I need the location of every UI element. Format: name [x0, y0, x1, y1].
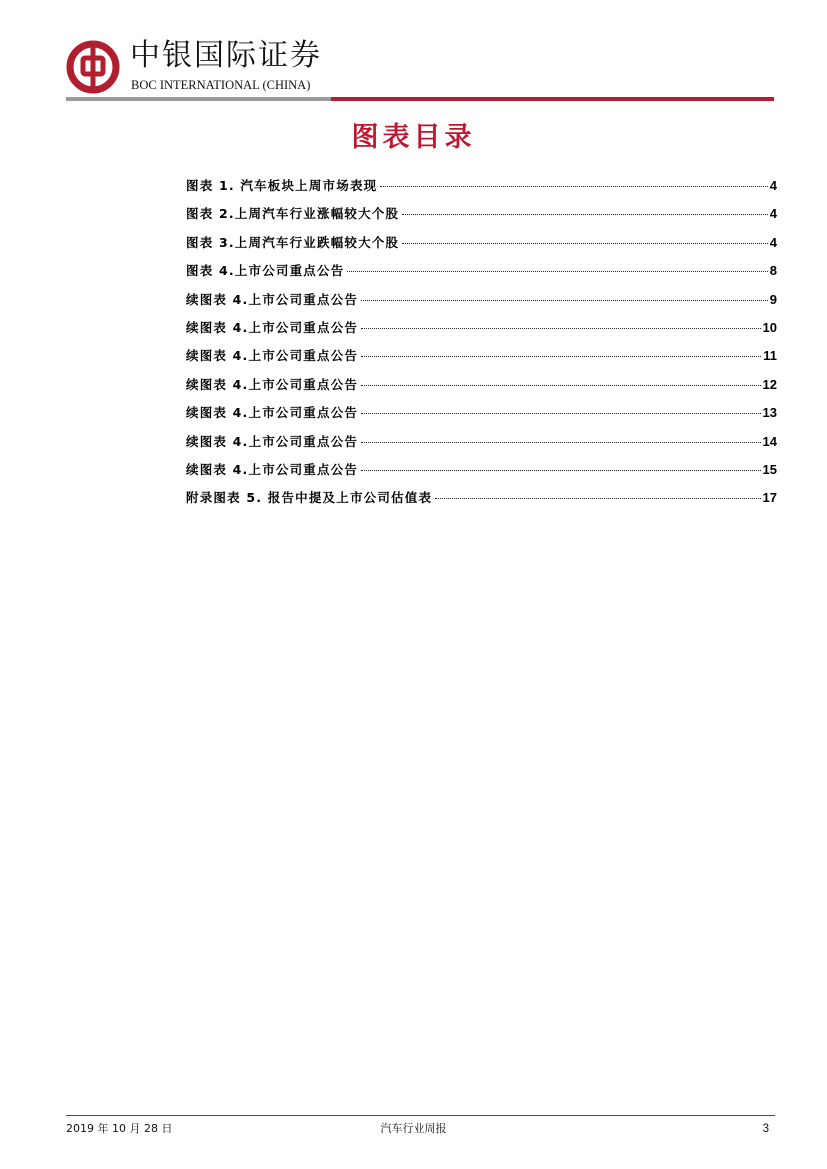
- toc-entry-label: 续图表 4.上市公司重点公告: [186, 376, 359, 392]
- toc-list: [186, 172, 777, 513]
- toc-entry-page: 9: [769, 291, 777, 307]
- toc-dot-leader: [435, 498, 760, 499]
- toc-dot-leader: [402, 214, 768, 215]
- toc-dot-leader: [402, 243, 768, 244]
- toc-entry-page: 14: [762, 433, 777, 449]
- toc-dot-leader: [361, 413, 760, 414]
- footer-divider: [66, 1115, 775, 1116]
- toc-entry-label: 续图表 4.上市公司重点公告: [186, 461, 359, 477]
- toc-entry[interactable]: [186, 200, 777, 228]
- toc-entry-page: 13: [762, 405, 777, 421]
- toc-entry[interactable]: [186, 314, 777, 342]
- toc-dot-leader: [380, 186, 767, 187]
- toc-dot-leader: [361, 442, 760, 443]
- toc-entry-page: 4: [769, 178, 777, 193]
- toc-entry[interactable]: [186, 172, 777, 200]
- toc-entry-page: 4: [769, 234, 777, 250]
- toc-dot-leader: [361, 470, 760, 471]
- toc-entry[interactable]: [186, 428, 777, 456]
- toc-entry[interactable]: [186, 342, 777, 370]
- footer-date: 2019 年 10 月 28 日: [66, 1122, 173, 1135]
- toc-dot-leader: [361, 300, 768, 301]
- toc-entry-page: 15: [762, 461, 777, 477]
- toc-dot-leader: [361, 356, 761, 357]
- toc-entry-page: 17: [762, 490, 777, 506]
- toc-entry-label: 图表 2.上周汽车行业涨幅较大个股: [186, 206, 400, 222]
- boc-logo-icon: [66, 40, 120, 94]
- toc-entry[interactable]: [186, 399, 777, 427]
- toc-entry-label: 图表 4.上市公司重点公告: [186, 263, 345, 279]
- toc-dot-leader: [361, 385, 760, 386]
- toc-entry-label: 图表 3.上周汽车行业跌幅较大个股: [186, 234, 400, 250]
- toc-entry-page: 4: [769, 206, 777, 222]
- toc-entry-page: 10: [762, 319, 777, 335]
- toc-entry-label: 附录图表 5. 报告中提及上市公司估值表: [186, 490, 433, 506]
- header-divider-gray: [66, 97, 331, 101]
- toc-dot-leader: [361, 328, 760, 329]
- footer-page-number: 3: [762, 1123, 769, 1135]
- toc-entry[interactable]: [186, 229, 777, 257]
- toc-entry-page: 8: [769, 263, 777, 279]
- toc-entry-label: 续图表 4.上市公司重点公告: [186, 433, 359, 449]
- toc-dot-leader: [347, 271, 767, 272]
- toc-title: 图表目录: [351, 122, 476, 153]
- header-divider-red: [331, 97, 774, 101]
- toc-entry-label: 续图表 4.上市公司重点公告: [186, 291, 359, 307]
- brand-name-english: BOC INTERNATIONAL (CHINA): [131, 78, 311, 92]
- toc-entry[interactable]: [186, 286, 777, 314]
- footer-report-title: 汽车行业周报: [380, 1122, 447, 1135]
- toc-entry-label: 续图表 4.上市公司重点公告: [186, 405, 359, 421]
- brand-name-chinese: 中银国际证券: [130, 38, 322, 73]
- page-header: [66, 38, 774, 102]
- toc-entry[interactable]: [186, 371, 777, 399]
- toc-entry-label: 续图表 4.上市公司重点公告: [186, 348, 359, 364]
- toc-entry-page: 12: [762, 376, 777, 392]
- toc-entry[interactable]: [186, 257, 777, 285]
- toc-entry[interactable]: [186, 456, 777, 484]
- toc-entry-page: 11: [763, 348, 777, 364]
- toc-entry-label: 续图表 4.上市公司重点公告: [186, 319, 359, 335]
- toc-entry[interactable]: [186, 484, 777, 512]
- toc-entry-label: 图表 1. 汽车板块上周市场表现: [186, 178, 378, 193]
